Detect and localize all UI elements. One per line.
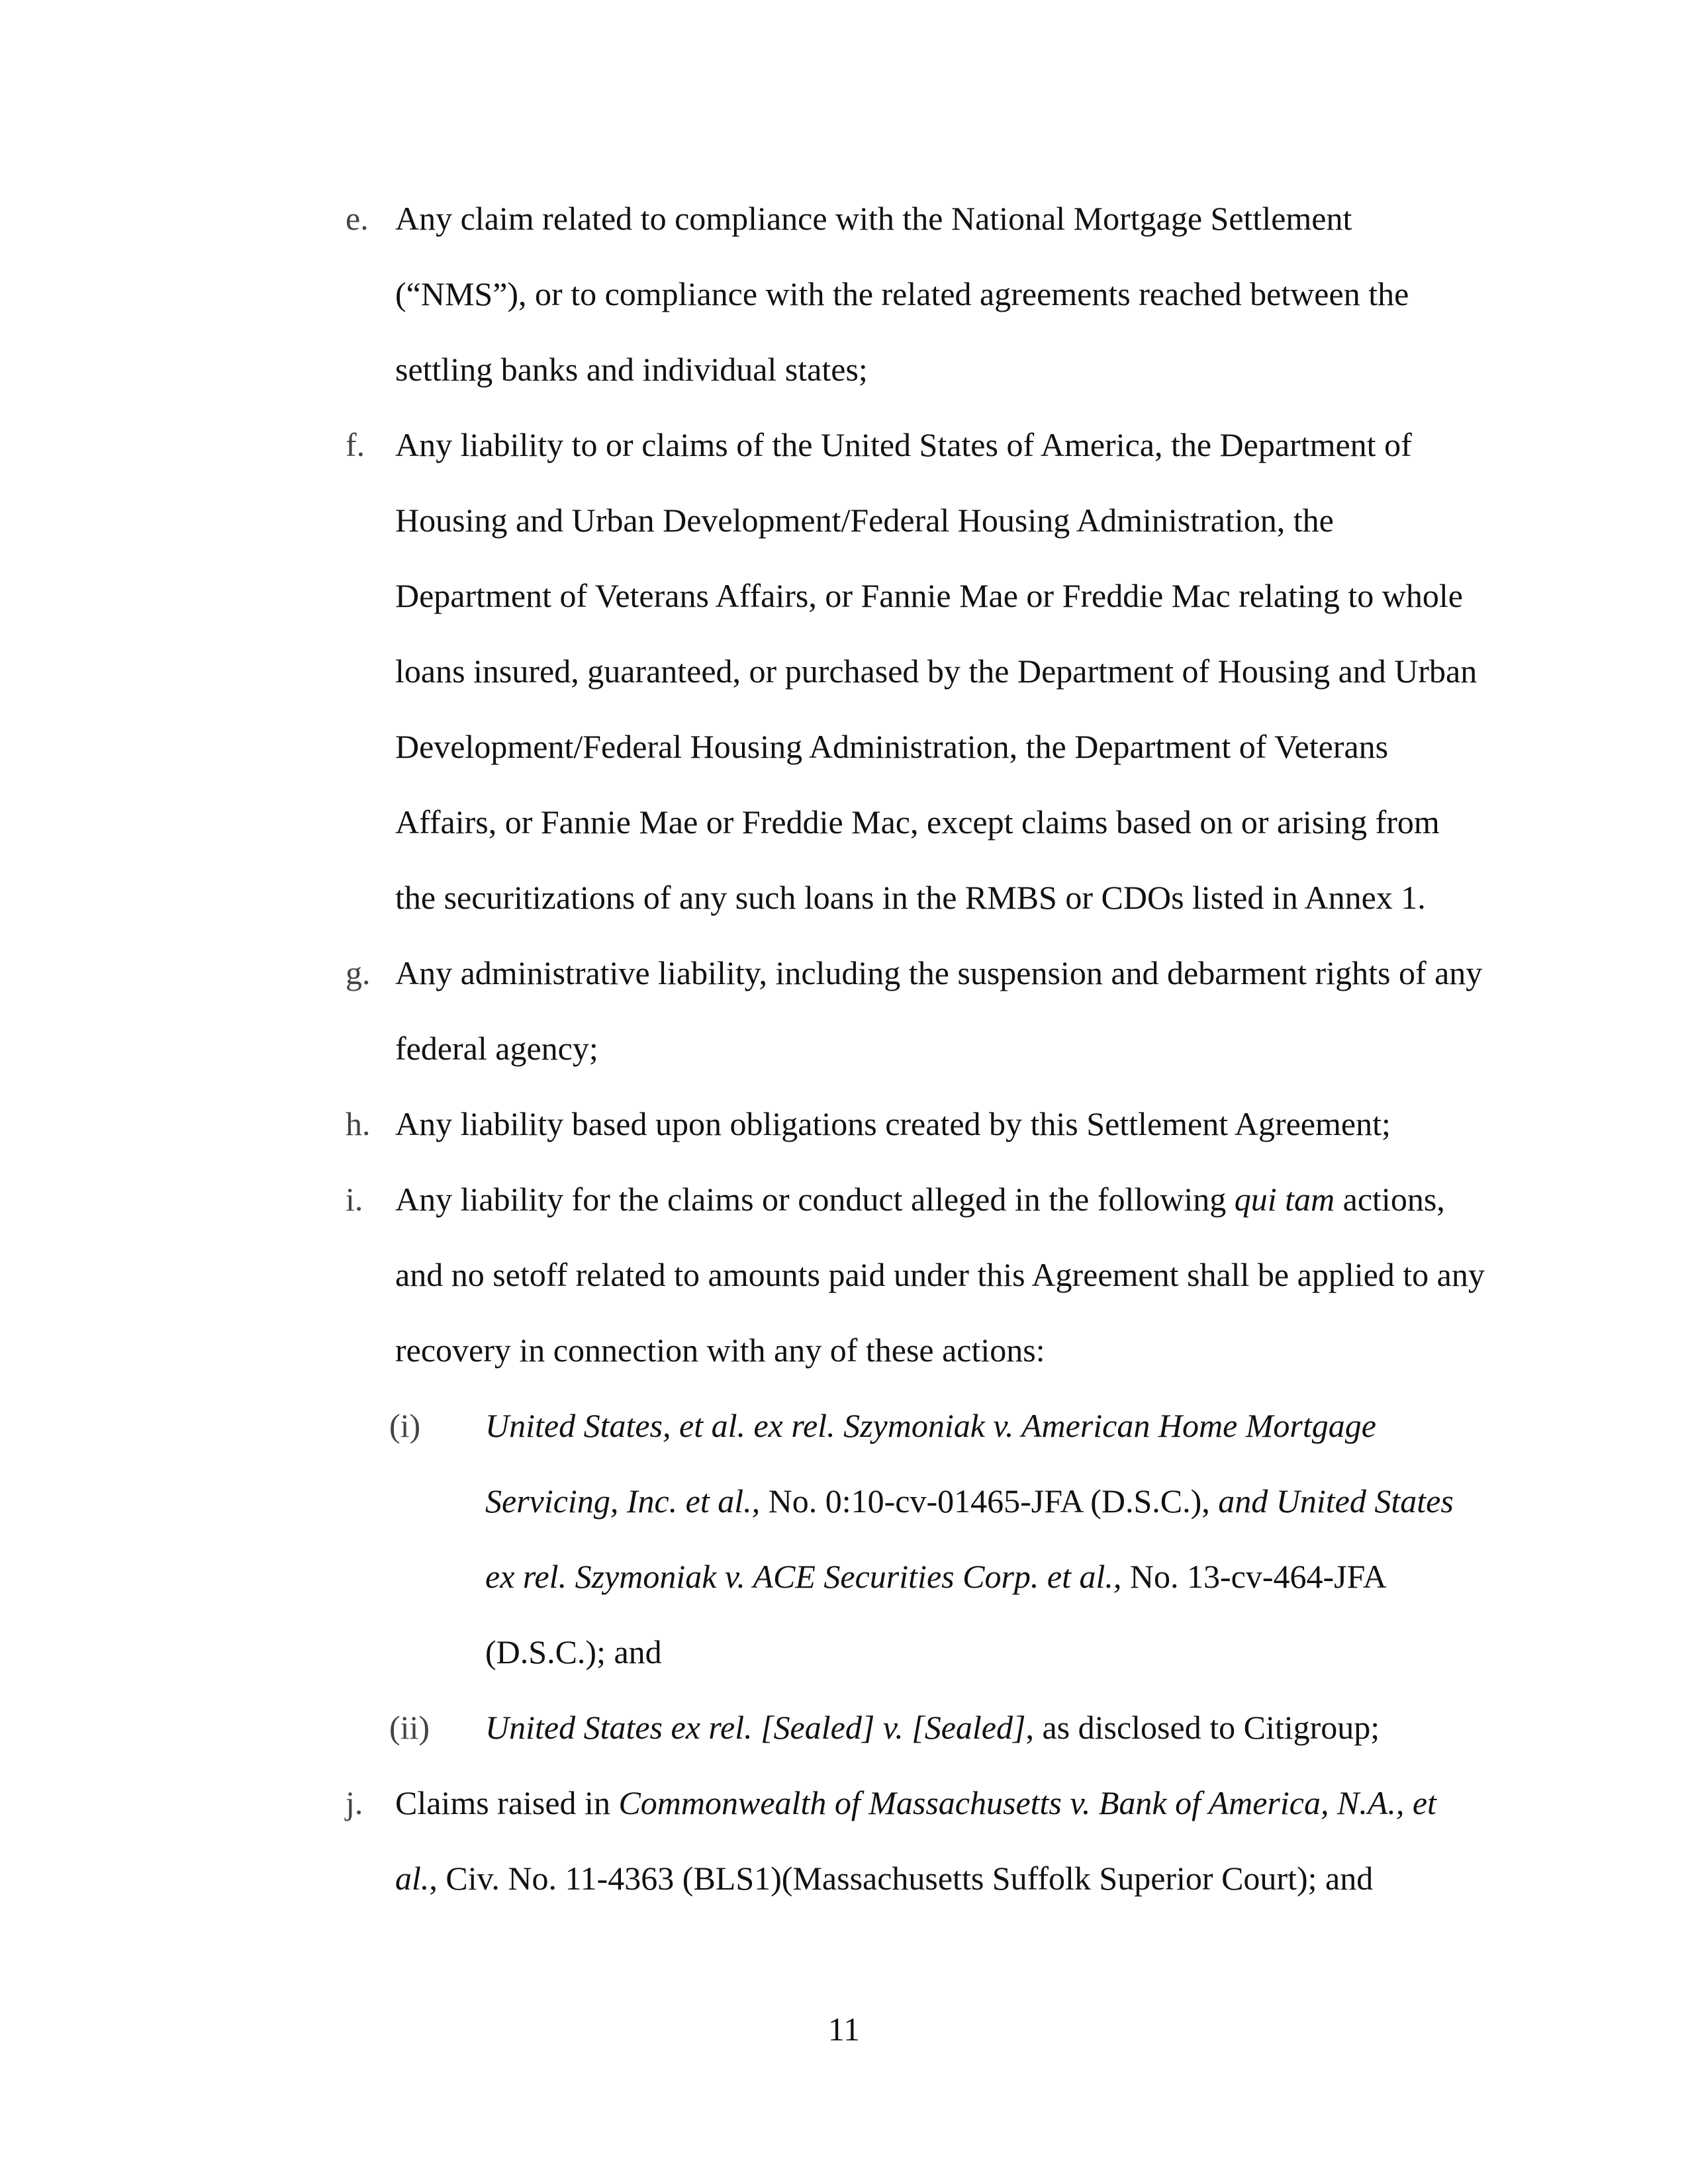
text-line: [395, 274, 1409, 314]
text-line: [395, 802, 1440, 842]
italic-text: United States, et al. ex rel. Szymoniak v. American Home Mortgage: [485, 1407, 1376, 1444]
text-segment: Any liability to or claims of the United States of America, the Department of: [395, 426, 1412, 463]
text-segment: recovery in connection with any of these actions:: [395, 1332, 1045, 1369]
text-segment: No. 0:10-cv-01465-JFA (D.S.C.),: [760, 1482, 1219, 1520]
list-marker: h.: [346, 1105, 371, 1142]
text-line: [395, 500, 1334, 540]
list-marker: (ii): [389, 1709, 430, 1746]
page-number: 11: [827, 2011, 861, 2048]
italic-text: United States ex rel. [Sealed] v. [Sealed]: [485, 1709, 1026, 1746]
text-line: [395, 1858, 1373, 1898]
text-segment: Department of Veterans Affairs, or Fannie Mae or Freddie Mac relating to whole: [395, 577, 1463, 614]
text-segment: , Civ. No. 11-4363 (BLS1)(Massachusetts Suffolk Superior Court); and: [429, 1860, 1374, 1897]
text-line: [395, 727, 1388, 766]
text-line: [395, 576, 1463, 615]
text-line: [395, 878, 1426, 917]
text-line: [485, 1406, 1376, 1445]
text-line: [395, 425, 1412, 465]
text-line: [485, 1707, 1380, 1747]
text-segment: (D.S.C.); and: [485, 1633, 662, 1670]
text-segment: Any administrative liability, including the suspension and debarment rights of any: [395, 954, 1483, 991]
text-segment: Development/Federal Housing Administration, the Department of Veterans: [395, 728, 1389, 765]
text-segment: Affairs, or Fannie Mae or Freddie Mac, except claims based on or arising from: [395, 803, 1440, 841]
list-marker: f.: [346, 426, 365, 463]
text-line: [485, 1481, 1454, 1521]
text-segment: federal agency;: [395, 1030, 598, 1067]
list-marker: j.: [346, 1784, 363, 1821]
text-line: [485, 1632, 662, 1672]
text-line: [395, 1028, 598, 1068]
text-line: [395, 349, 868, 389]
text-segment: (“NMS”), or to compliance with the related agreements reached between the: [395, 275, 1409, 312]
text-segment: Housing and Urban Development/Federal Housing Administration, the: [395, 502, 1334, 539]
text-segment: Any claim related to compliance with the National Mortgage Settlement: [395, 200, 1352, 237]
text-line: [485, 1557, 1387, 1596]
italic-text: al.: [395, 1860, 430, 1897]
list-marker: g.: [346, 954, 371, 991]
text-line: [395, 1179, 1445, 1219]
text-segment: Any liability for the claims or conduct alleged in the following: [395, 1181, 1235, 1218]
text-line: [395, 1255, 1485, 1295]
text-segment: the securitizations of any such loans in the RMBS or CDOs listed in Annex 1.: [395, 879, 1426, 916]
text-segment: loans insured, guaranteed, or purchased by the Department of Housing and Urban: [395, 653, 1477, 690]
text-segment: , as disclosed to Citigroup;: [1025, 1709, 1380, 1746]
text-segment: No. 13-cv-464-JFA: [1121, 1558, 1387, 1595]
italic-text: Commonwealth of Massachusetts v. Bank of America, N.A., et: [618, 1784, 1436, 1821]
italic-text: qui tam: [1234, 1181, 1335, 1218]
text-segment: Claims raised in: [395, 1784, 619, 1821]
list-marker: e.: [346, 200, 369, 237]
italic-text: ex rel. Szymoniak v. ACE Securities Corp. et al.,: [485, 1558, 1122, 1595]
text-line: [395, 1330, 1045, 1370]
text-line: [395, 1783, 1436, 1823]
text-segment: settling banks and individual states;: [395, 351, 868, 388]
text-segment: and no setoff related to amounts paid under this Agreement shall be applied to any: [395, 1256, 1485, 1293]
italic-text: Servicing, Inc. et al.,: [485, 1482, 761, 1520]
italic-text: and United States: [1218, 1482, 1454, 1520]
text-line: [395, 651, 1477, 691]
text-line: [395, 199, 1352, 238]
text-segment: actions,: [1335, 1181, 1445, 1218]
list-marker: (i): [389, 1407, 421, 1444]
text-line: [395, 1104, 1391, 1144]
text-line: [395, 953, 1482, 993]
text-segment: Any liability based upon obligations created by this Settlement Agreement;: [395, 1105, 1391, 1142]
list-marker: i.: [346, 1181, 363, 1218]
